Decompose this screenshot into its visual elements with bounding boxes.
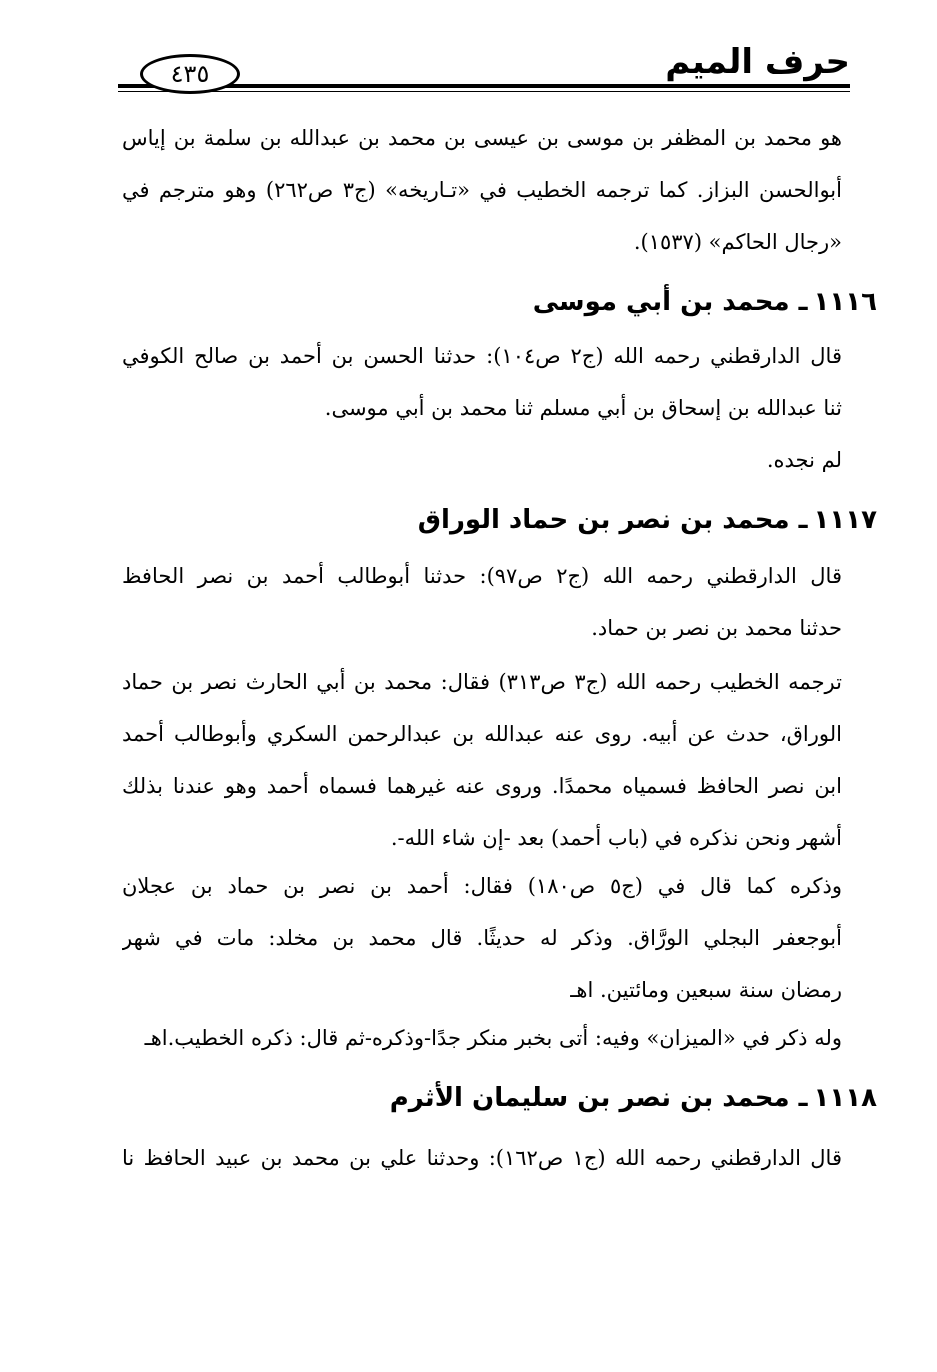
entry-number: ١١١٧ (813, 505, 877, 535)
entry-1118-paragraph-1 (122, 1132, 842, 1184)
text-line: هو محمد بن المظفر بن موسى بن عيسى بن محمد بن عبدالله بن سلمة بن إياس (122, 126, 842, 150)
entry-name: ـ محمد بن نصر بن حماد الوراق (417, 505, 808, 535)
entry-heading-1116 (533, 282, 877, 322)
text-line: «رجال الحاكم» (١٥٣٧). (633, 230, 842, 254)
entry-1117-paragraph-4 (122, 1012, 842, 1064)
text-line: قال الدارقطني رحمه الله (ج١ ص١٦٢): وحدثنا علي بن محمد بن عبيد الحافظ نا (122, 1146, 842, 1170)
text-line: لم نجده. (766, 448, 842, 472)
chapter-title: حرف الميم (665, 42, 850, 82)
text-line: أبوجعفر البجلي الورَّاق. وذكر له حديثًا. قال محمد بن مخلد: مات في شهر (122, 926, 842, 950)
text-line: ترجمه الخطيب رحمه الله (ج٣ ص٣١٣) فقال: محمد بن أبي الحارث نصر بن حماد (122, 670, 842, 694)
page-number: ٤٣٥ (170, 60, 210, 88)
entry-heading-1118 (390, 1078, 877, 1118)
entry-1117-paragraph-1 (122, 550, 842, 654)
text-line: حدثنا محمد بن نصر بن حماد. (591, 616, 842, 640)
entry-name: ـ محمد بن نصر بن سليمان الأثرم (389, 1083, 808, 1113)
entry-number: ١١١٦ (813, 287, 877, 317)
text-line: أشهر ونحن نذكره في (باب أحمد) بعد -إن شاء الله-. (390, 826, 842, 850)
text-line: الوراق، حدث عن أبيه. روى عنه عبدالله بن عبدالرحمن السكري وأبوطالب أحمد (122, 722, 842, 746)
page-number-badge (140, 54, 240, 94)
text-line: ابن نصر الحافظ فسمياه محمدًا. وروى عنه غيرهما فسماه أحمد وهو عندنا بذلك (122, 774, 842, 798)
entry-1117-paragraph-3 (122, 860, 842, 1016)
text-line: ثنا عبدالله بن إسحاق بن أبي مسلم ثنا محمد بن أبي موسى. (324, 396, 842, 420)
entry-1116-paragraph-1 (122, 330, 842, 434)
entry-1116-paragraph-2 (122, 434, 842, 486)
text-line: وله ذكر في «الميزان» وفيه: أتى بخبر منكر جدًا-وذكره-ثم قال: ذكره الخطيب.اهـ (144, 1026, 842, 1050)
header-rule-thin (118, 91, 850, 92)
text-line: أبوالحسن البزاز. كما ترجمه الخطيب في «تـاريخه» (ج٣ ص٢٦٢) وهو مترجم في (122, 178, 842, 202)
text-line: رمضان سنة سبعين ومائتين. اهـ (570, 978, 842, 1002)
page-header (118, 40, 850, 100)
entry-1117-paragraph-2 (122, 656, 842, 864)
text-line: قال الدارقطني رحمه الله (ج٢ ص١٠٤): حدثنا الحسن بن أحمد بن صالح الكوفي (122, 344, 842, 368)
entry-number: ١١١٨ (813, 1083, 877, 1113)
text-line: وذكره كما قال في (ج٥ ص١٨٠) فقال: أحمد بن نصر بن حماد بن عجلان (122, 874, 842, 898)
entry-heading-1117 (418, 500, 877, 540)
intro-paragraph (122, 112, 842, 268)
entry-name: ـ محمد بن أبي موسى (532, 287, 808, 317)
text-line: قال الدارقطني رحمه الله (ج٢ ص٩٧): حدثنا أبوطالب أحمد بن نصر الحافظ (122, 564, 842, 588)
